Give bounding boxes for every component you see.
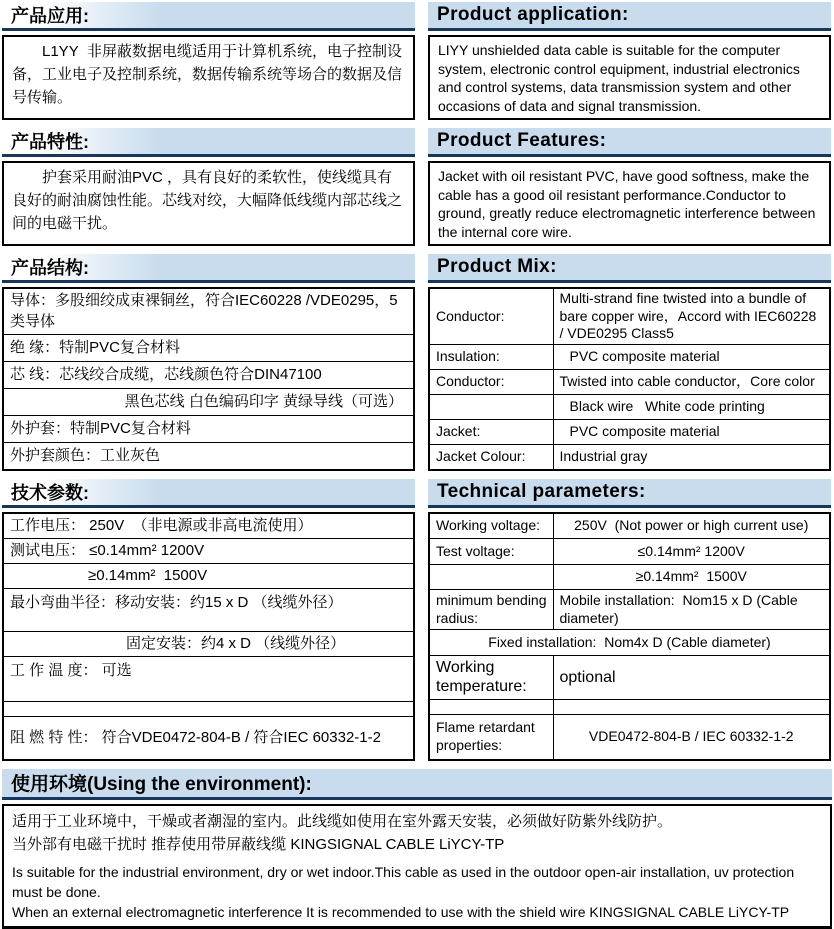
table-row [3, 415, 414, 442]
technical-table-en [428, 512, 831, 761]
tech-en-empty-label [429, 699, 553, 714]
tech-en-empty-value [553, 699, 830, 714]
tech-en-working-voltage-value: 250V (Not power or high current use) [553, 513, 830, 539]
tech-en-test-voltage-label: Test voltage: [429, 539, 553, 565]
features-title-zh: 产品特性: [11, 132, 89, 152]
table-row [3, 716, 414, 760]
structure-en-core-label: Conductor: [429, 369, 553, 394]
table-row [429, 655, 830, 699]
technical-table-zh [2, 512, 415, 761]
table-row [429, 394, 830, 419]
table-row [3, 288, 414, 334]
technical-tables [2, 512, 832, 769]
table-row [3, 588, 414, 631]
table-row [3, 563, 414, 588]
table-row [3, 513, 414, 539]
structure-zh-core: 芯 线：芯线绞合成缆，芯线颜色符合DIN47100 [3, 361, 414, 388]
structure-en-conductor-value: Multi-strand fine twisted into a bundle of bare copper wire，Accord with IEC60228 / VDE0295 Class5 [553, 288, 830, 344]
structure-title-en: Product Mix: [437, 256, 557, 277]
environment-text-zh-2: 当外部有电磁干扰时 推荐使用带屏蔽线缆 KINGSIGNAL CABLE LiYCY-TP [12, 835, 505, 853]
features-title-en: Product Features: [437, 130, 607, 151]
tech-zh-bend-radius: 最小弯曲半径：移动安装：约15 x D （线缆外径） [3, 588, 414, 631]
tech-en-test-voltage-2-value: ≥0.14mm² 1500V [553, 564, 830, 590]
application-header-en [428, 2, 831, 31]
technical-headers [2, 479, 832, 512]
table-row [429, 369, 830, 394]
environment-title: 使用环境(Using the environment): [11, 774, 312, 795]
table-row [3, 538, 414, 563]
features-header-en [428, 128, 831, 157]
structure-en-conductor-label: Conductor: [429, 288, 553, 344]
tech-en-bend-radius-label: minimum bending radius: [429, 590, 553, 630]
application-title-zh: 产品应用: [11, 6, 89, 26]
features-header-zh [2, 128, 415, 157]
table-row [3, 631, 414, 656]
table-row [429, 444, 830, 470]
table-row [429, 288, 830, 344]
structure-en-jacket-colour-value: Industrial gray [553, 444, 830, 470]
tech-en-fixed-install: Fixed installation: Nom4x D (Cable diameter) [429, 630, 830, 656]
table-row [3, 442, 414, 470]
tech-en-test-voltage-value: ≤0.14mm² 1200V [553, 539, 830, 565]
structure-table-en [428, 287, 831, 471]
features-text-en: Jacket with oil resistant PVC, have good softness, make the cable has a good oil resistant performance.Conductor to ground, greatly reduce electromagnetic interference between the internal core wire. [438, 168, 816, 240]
table-row [3, 334, 414, 361]
application-box-zh [2, 35, 415, 120]
technical-title-en: Technical parameters: [437, 480, 646, 502]
tech-zh-test-voltage-2: ≥0.14mm² 1500V [3, 563, 414, 588]
environment-text-en-wrap [12, 862, 822, 922]
environment-text-en-1: Is suitable for the industrial environment, dry or wet indoor.This cable as used in the outdoor open-air installation, uv protection must be done. [12, 863, 795, 900]
structure-en-insulation-label: Insulation: [429, 344, 553, 369]
tech-en-flame-value: VDE0472-804-B / IEC 60332-1-2 [553, 715, 830, 760]
structure-zh-conductor: 导体：多股细绞成束裸铜丝，符合IEC60228 /VDE0295，5类导体 [3, 288, 414, 334]
features-box-zh [2, 161, 415, 246]
features-box-en [428, 161, 831, 246]
application-title-en: Product application: [437, 4, 629, 25]
structure-header-zh [2, 254, 415, 283]
application-text-en: LIYY unshielded data cable is suitable for the computer system, electronic control equipment, industrial electronics and control systems, data transmission system and other occasions of data and signal transmission. [438, 42, 800, 114]
tech-en-working-voltage-label: Working voltage: [429, 513, 553, 539]
tech-zh-fixed-install: 固定安装：约4 x D （线缆外径） [3, 631, 414, 656]
tech-en-working-temp-value: optional [553, 655, 830, 699]
tech-en-test-voltage-2-label [429, 564, 553, 590]
tech-zh-test-voltage: 测试电压： ≤0.14mm² 1200V [3, 538, 414, 563]
table-row [429, 344, 830, 369]
features-headers [2, 128, 832, 161]
application-text-zh: L1YY 非屏蔽数据电缆适用于计算机系统，电子控制设备，工业电子及控制系统，数据传输系统等场合的数据及信号传输。 [12, 43, 403, 106]
table-row [3, 361, 414, 388]
table-row [429, 564, 830, 590]
tech-en-flame-label: Flame retardant properties: [429, 715, 553, 760]
structure-headers [2, 254, 832, 287]
application-header-zh [2, 2, 415, 31]
application-box-en [428, 35, 831, 120]
table-row [3, 656, 414, 701]
environment-text-en-2: When an external electromagnetic interference It is recommended to use with the shield wire KINGSIGNAL CABLE LiYCY-TP [12, 903, 790, 920]
tech-zh-working-temp: 工 作 温 度： 可选 [3, 656, 414, 701]
table-row [429, 699, 830, 714]
application-headers [2, 2, 832, 35]
tech-zh-working-voltage: 工作电压： 250V （非电源或非高电流使用） [3, 513, 414, 539]
tech-zh-flame-retardant: 阻 燃 特 性： 符合VDE0472-804-B / 符合IEC 60332-1-2 [3, 716, 414, 760]
tech-zh-empty-row [3, 701, 414, 716]
features-bodies [2, 161, 832, 254]
environment-text-zh-1: 适用于工业环境中，干燥或者潮湿的室内。此线缆如使用在室外露天安装，必须做好防紫外线防护。 [12, 812, 673, 830]
application-bodies [2, 35, 832, 128]
structure-en-core-value: Twisted into cable conductor，Core color [553, 369, 830, 394]
features-text-zh: 护套采用耐油PVC ，具有良好的柔软性，使线缆具有良好的耐油腐蚀性能。芯线对绞，大幅降低线缆内部芯线之间的电磁干扰。 [12, 169, 403, 232]
structure-en-core-colors-value: Black wire White code printing [553, 394, 830, 419]
structure-en-jacket-value: PVC composite material [553, 419, 830, 444]
table-row [3, 701, 414, 716]
technical-title-zh: 技术参数: [11, 482, 89, 503]
table-row [429, 419, 830, 444]
structure-zh-jacket-colour: 外护套颜色：工业灰色 [3, 442, 414, 470]
environment-header [2, 769, 832, 800]
table-row [429, 513, 830, 539]
structure-zh-insulation: 绝 缘：特制PVC复合材料 [3, 334, 414, 361]
structure-en-jacket-colour-label: Jacket Colour: [429, 444, 553, 470]
tech-en-bend-radius-value: Mobile installation: Nom15 x D (Cable diameter) [553, 590, 830, 630]
environment-section [2, 769, 832, 929]
structure-table-zh [2, 287, 415, 471]
table-row [3, 388, 414, 415]
technical-header-zh [2, 479, 415, 508]
structure-zh-core-colors: 黑色芯线 白色编码印字 黄绿导线（可选） [3, 388, 414, 415]
structure-header-en [428, 254, 831, 283]
table-row [429, 715, 830, 760]
structure-en-jacket-label: Jacket: [429, 419, 553, 444]
structure-tables [2, 287, 832, 479]
technical-header-en [428, 479, 831, 508]
table-row [429, 630, 830, 656]
structure-title-zh: 产品结构: [11, 258, 89, 278]
structure-en-insulation-value: PVC composite material [553, 344, 830, 369]
table-row [429, 539, 830, 565]
tech-en-working-temp-label: Working temperature: [429, 655, 553, 699]
table-row [429, 590, 830, 630]
environment-box [2, 804, 832, 929]
structure-en-core-colors-label [429, 394, 553, 419]
structure-zh-jacket: 外护套：特制PVC复合材料 [3, 415, 414, 442]
